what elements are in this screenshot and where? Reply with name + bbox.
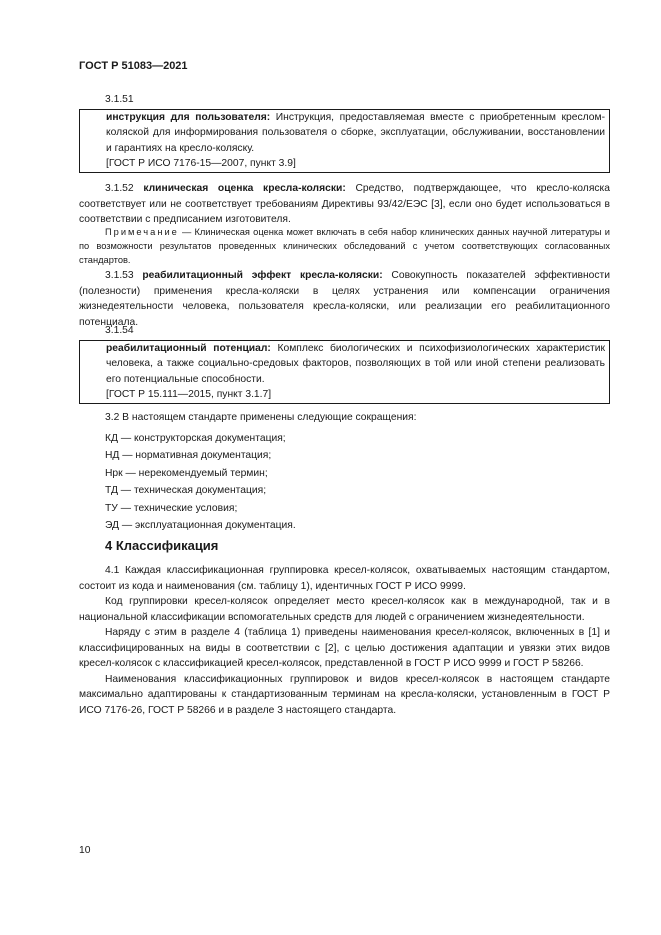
note [79, 225, 610, 267]
term-title: реабилитационный эффект кресла-коляски: [142, 270, 383, 281]
abbreviation-item: Нрк — нерекомендуемый термин; [105, 467, 268, 479]
paragraph: Наименования классификационных группировок и видов кресел-колясок в настоящем стандарте максимально адаптированы к стандартизованным терминам на кресла-коляски, установленным в ГОСТ Р ИСО 7176-26, ГОСТ Р 58266 и в разделе 3 настоящего стандарта. [79, 673, 610, 716]
term-number: 3.1.51 [105, 94, 134, 105]
section-4-body [79, 563, 610, 718]
abbreviation-item: ЭД — эксплуатационная документация. [105, 520, 296, 531]
term-3-1-51 [79, 92, 610, 173]
paragraph: Наряду с этим в разделе 4 (таблица 1) приведены наименования кресел-колясок, включенных в [1] и классифицированных на виды в соответствии с [2], с целью достижения адаптации и увязки этих видов кресел-колясок с классификацией кресел-колясок, представленной в ГОСТ Р ИСО 9999 и ГОСТ Р 58266. [79, 627, 610, 669]
term-number: 3.1.52 [105, 183, 134, 194]
document-header: ГОСТ Р 51083—2021 [79, 60, 188, 72]
term-3-1-52 [79, 181, 610, 228]
term-reference: [ГОСТ Р 15.111—2015, пункт 3.1.7] [106, 389, 272, 400]
abbreviation-item: КД — конструкторская документация; [105, 432, 286, 444]
term-3-1-54 [79, 323, 610, 404]
term-box [79, 340, 610, 404]
term-definition: Средство, подтверждающее, что кресло-коляска соответствует или не соответствует требованиям Директивы 93/42/ЕЭС [3], если оно будет использоваться в соответствии с предписанием изготовителя. [79, 183, 610, 225]
term-3-1-53 [79, 268, 610, 330]
term-definition: Комплекс биологических и психофизиологических характеристик человека, а также социально-средовых факторов, позволяющих в той или иной степени реализовать его потенциальные способности. [106, 342, 605, 385]
section-heading: 4 Классификация [105, 538, 219, 553]
term-title: клиническая оценка кресла-коляски: [143, 183, 346, 194]
abbreviations-intro: 3.2 В настоящем стандарте применены следующие сокращения: [105, 412, 417, 423]
term-number: 3.1.54 [105, 325, 134, 336]
term-reference: [ГОСТ Р ИСО 7176-15—2007, пункт 3.9] [106, 158, 296, 169]
paragraph: Код группировки кресел-колясок определяет место кресел-колясок как в международной, так и в национальной классификации вспомогательных средств для людей с ограничением жизнедеятельности. [79, 596, 610, 623]
abbreviation-item: ТД — техническая документация; [105, 485, 267, 496]
abbreviation-item: ТУ — технические условия; [105, 502, 238, 514]
term-title: инструкция для пользователя: [106, 111, 271, 123]
term-number: 3.1.53 [105, 270, 134, 281]
term-box [79, 109, 610, 173]
abbreviations [79, 410, 610, 536]
term-definition: Инструкция, предоставляемая вместе с приобретенным креслом-коляской для информирования пользователя о сборке, эксплуатации, обслуживании, восстановлении и гарантиях на кресло-коляску. [106, 111, 605, 154]
paragraph: 4.1 Каждая классификационная группировка кресел-колясок, охватываемых настоящим стандартом, состоит из кода и наименования (см. таблицу 1), идентичных ГОСТ Р ИСО 9999. [79, 565, 610, 592]
term-definition: Совокупность показателей эффективности (полезности) применения кресла-коляски в целях устранения или компенсации ограничения жизнедеятельности человека, пользователя кресла-коляски, или реализации его реабилитационного потенциала. [79, 270, 610, 328]
note-label: Примечание [105, 227, 179, 237]
term-title: реабилитационный потенциал: [106, 342, 271, 354]
page-number: 10 [79, 845, 91, 856]
abbreviation-item: НД — нормативная документация; [105, 450, 272, 461]
note-text: — Клиническая оценка может включать в себя набор клинических данных научной литературы и по возможности результатов проведенных клинических обследований с учетом соответствующих согласованных стандартов. [79, 227, 610, 265]
